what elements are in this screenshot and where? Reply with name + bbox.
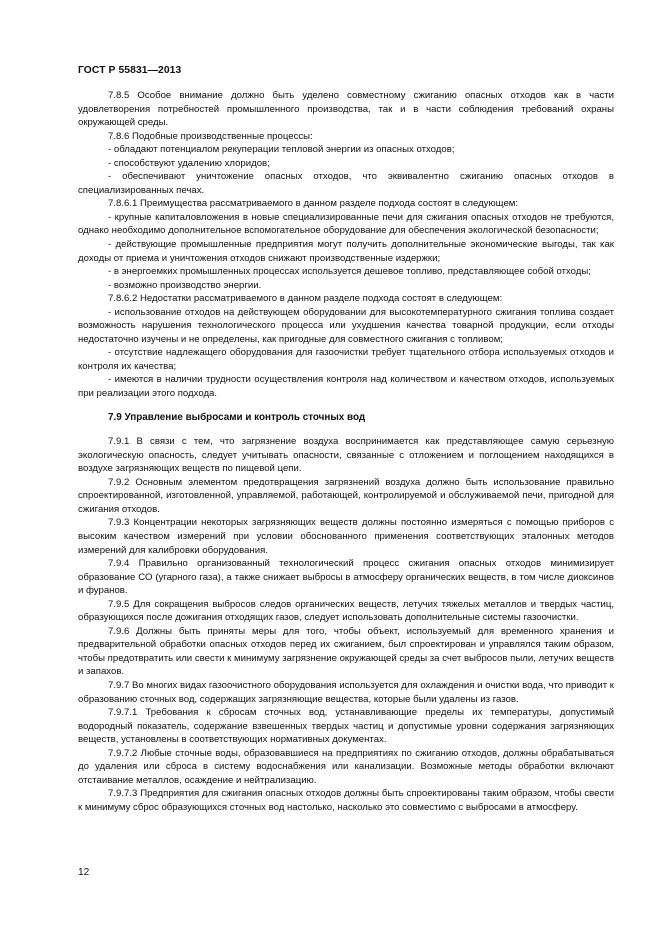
paragraph: 7.9.7.1 Требования к сбросам сточных вод, устанавливающие пределы их температуры, допустимый водородный показатель, содержание взвешенных твердых частиц и допустимые уровни содержания загрязняющих веществ, установлены в соответствующих нормативных документах.: [78, 707, 614, 746]
paragraph: 7.9.4 Правильно организованный технологический процесс сжигания опасных отходов минимизирует образование СО (угарного газа), а также снижает выбросы в атмосферу органических веществ, в том числе диоксинов и фуранов.: [78, 558, 614, 597]
page-number: 12: [78, 867, 90, 878]
list-item: - обладают потенциалом рекуперации тепловой энергии из опасных отходов;: [108, 144, 455, 156]
paragraph: 7.8.6.2 Недостатки рассматриваемого в данном разделе подхода состоят в следующем:: [108, 293, 503, 305]
paragraph: 7.9.7.2 Любые сточные воды, образовавшиеся на предприятиях по сжиганию отходов, должны обрабатываться до удаления или сброса в систему водоснабжения или канализации. Возможные методы обработки включают отстаивание металлов, осаждение и нейтрализацию.: [78, 747, 614, 786]
list-item: - использование отходов на действующем оборудовании для высокотемпературного сжигания топлива создает возможность нарушения технологического процесса или ухудшения качества товарной продукции, если отходы недостаточно изучены и не определены, как пригодные для совместного сжигания с топливом;: [78, 306, 614, 345]
list-item: - действующие промышленные предприятия могут получить дополнительные экономические выгоды, так как доходы от приема и уничтожения отходов снижают производственные издержки;: [78, 239, 614, 264]
paragraph: 7.9.2 Основным элементом предотвращения загрязнений воздуха должно быть использование правильно спроектированной, изготовленной, управляемой, работающей, контролируемой и обслуживаемой печи, пригодной для сжигания отходов.: [78, 476, 614, 515]
list-item: - крупные капиталовложения в новые специализированные печи для сжигания опасных отходов не требуются, однако необходимо дополнительное вспомогательное оборудование для обеспечения экологической безопасности;: [78, 211, 614, 237]
body-text: [78, 89, 614, 814]
paragraph: 7.9.1 В связи с тем, что загрязнение воздуха воспринимается как представляющее самую серьезную экологическую опасность, следует учитывать опасности, связанные с отложением и поглощением находящихся в воздухе загрязняющих веществ по пищевой цепи.: [78, 436, 614, 475]
list-item: - в энергоемких промышленных процессах используется дешевое топливо, представляющее собой отходы;: [108, 266, 591, 278]
list-item: - возможно производство энергии.: [108, 279, 262, 291]
paragraph: 7.9.6 Должны быть приняты меры для того, чтобы объект, используемый для временного хранения и предварительной обработки опасных отходов перед их сжиганием, был спроектирован и управлялся таким образом, чтобы предотвратить или свести к минимуму загрязнение окружающей среды за счет выбросов пыли, летучих веществ и запахов.: [78, 625, 614, 678]
list-item: - имеются в наличии трудности осуществления контроля над количеством и качеством отходов, используемых при реализации этого подхода.: [78, 374, 614, 400]
standard-header: ГОСТ Р 55831—2013: [78, 65, 182, 76]
list-item: - способствуют удалению хлоридов;: [108, 157, 270, 169]
list-item: - отсутствие надлежащего оборудования для газоочистки требует тщательного отбора используемых отходов и контроля их качества;: [78, 347, 614, 372]
paragraph: 7.9.7 Во многих видах газоочистного оборудования используется для охлаждения и очистки вода, что приводит к образованию сточных вод, содержащих загрязняющие вещества, которые были удалены из газов.: [78, 679, 614, 705]
section-heading: 7.9 Управление выбросами и контроль сточных вод: [108, 411, 366, 423]
paragraph: 7.9.5 Для сокращения выбросов следов органических веществ, летучих тяжелых металлов и твердых частиц, образующихся после дожигания отходящих газов, следует использовать дополнительные системы газоочистки.: [78, 598, 614, 624]
paragraph: 7.8.6.1 Преимущества рассматриваемого в данном разделе подхода состоят в следующем:: [108, 198, 519, 210]
paragraph: 7.8.5 Особое внимание должно быть уделено совместному сжиганию опасных отходов как в части удовлетворения потребностей промышленного производства, так и в части соблюдения требований охраны окружающей среды.: [78, 90, 614, 129]
paragraph: 7.8.6 Подобные производственные процессы:: [108, 130, 313, 142]
paragraph: 7.9.7.3 Предприятия для сжигания опасных отходов должны быть спроектированы таким образом, чтобы свести к минимуму сброс образующихся сточных вод настолько, насколько это совместимо с выбросами в атмосферу.: [78, 788, 614, 813]
list-item: - обеспечивают уничтожение опасных отходов, что эквивалентно сжиганию опасных отходов в специализированных печах.: [78, 171, 614, 196]
paragraph: 7.9.3 Концентрации некоторых загрязняющих веществ должны постоянно измеряться с помощью приборов с высоким качеством измерений при условии обоснованного применения соответствующих эталонных методов измерений для калибровки оборудования.: [78, 517, 614, 556]
